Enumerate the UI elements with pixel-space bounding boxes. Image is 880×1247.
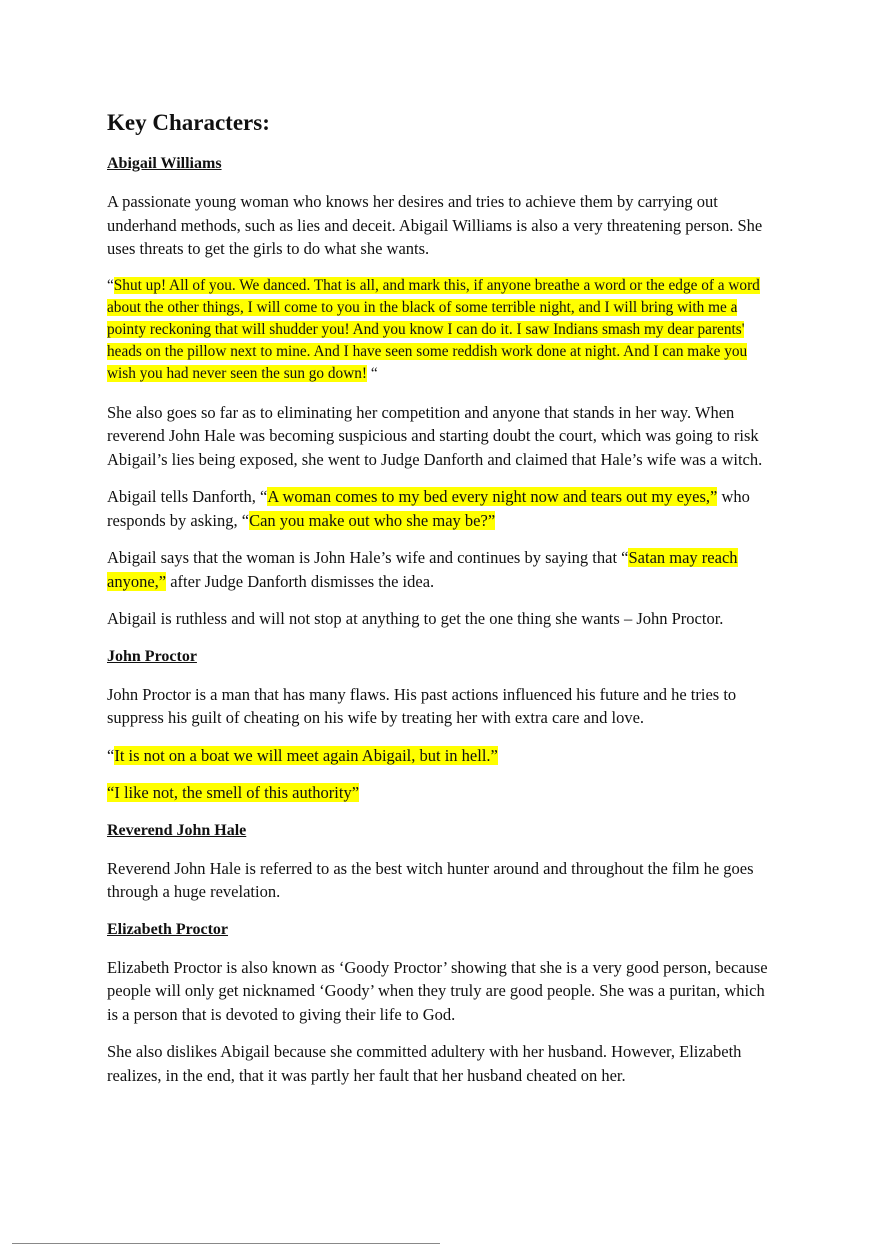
quote-open-mark: “ [107, 745, 115, 765]
quote-close-mark: “ [367, 364, 378, 382]
document-body [107, 106, 779, 1101]
footer-divider [12, 1243, 440, 1244]
danforth-text-pre: Abigail tells Danforth, “ [107, 487, 268, 506]
heading-elizabeth-proctor: Elizabeth Proctor [107, 920, 229, 938]
satan-text-post: after Judge Danforth dismisses the idea. [166, 571, 435, 591]
abigail-ruthless-paragraph: Abigail is ruthless and will not stop at anything to get the one thing she wants – John Proctor. [107, 609, 724, 628]
danforth-text-mid: who responds by asking, “ [107, 487, 750, 530]
abigail-danforth-paragraph [107, 485, 779, 532]
heading-abigail-williams: Abigail Williams [107, 155, 222, 172]
abigail-competition-paragraph: She also goes so far as to eliminating her competition and anyone that stands in her way. When reverend John Hale was becoming suspicious and starting doubt the court, which was going to risk Abigail’s lies being exposed, she went to Judge Danforth and claimed that Hale’s wife was a witch. [107, 402, 763, 469]
hale-intro-paragraph: Reverend John Hale is referred to as the best witch hunter around and throughout the film he goes through a huge revelation. [107, 858, 754, 901]
highlighted-abigail-threat-quote: Shut up! All of you. We danced. That is all, and mark this, if anyone breathe a word or the edge of a word about the other things, I will come to you in the black of some terrible night, and I will bring with me a pointy reckoning that will shudder you! And you know I can do it. I saw Indians smash my dear parents' heads on the pillow next to mine. And I have seen some reddish work done at night. And I can make you wish you had never seen the sun go down! [107, 276, 760, 382]
page-title: Key Characters: [107, 110, 270, 135]
elizabeth-dislike-paragraph: She also dislikes Abigail because she committed adultery with her husband. However, Elizabeth realizes, in the end, that it was partly her fault that her husband cheated on her. [107, 1042, 742, 1085]
highlighted-woman-quote: A woman comes to my bed every night now and tears out my eyes,” [267, 487, 718, 506]
john-proctor-quote-authority [107, 781, 779, 805]
abigail-intro-paragraph: A passionate young woman who knows her desires and tries to achieve them by carrying out underhand methods, such as lies and deceit. Abigail Williams is also a very threatening person. She uses threats to get the girls to do what she wants. [107, 192, 763, 258]
elizabeth-intro-paragraph: Elizabeth Proctor is also known as ‘Goody Proctor’ showing that she is a very good person, because people will only get nicknamed ‘Goody’ when they truly are good people. She was a puritan, which is a person that is devoted to giving their life to God. [107, 957, 768, 1024]
highlighted-satan-quote: Satan may reach anyone,” [107, 548, 738, 591]
highlighted-hell-quote: It is not on a boat we will meet again Abigail, but in hell.” [114, 745, 498, 765]
heading-john-proctor: John Proctor [107, 647, 197, 665]
highlighted-authority-quote: “I like not, the smell of this authority” [107, 783, 360, 802]
john-proctor-quote-hell [107, 744, 779, 768]
john-proctor-intro-paragraph: John Proctor is a man that has many flaws. His past actions influenced his future and he tries to suppress his guilt of cheating on his wife by treating her with extra care and love. [107, 684, 737, 727]
heading-reverend-john-hale: Reverend John Hale [107, 821, 247, 839]
highlighted-danforth-question: Can you make out who she may be?” [249, 510, 496, 530]
quote-open-mark: “ [107, 276, 114, 294]
satan-text-pre: Abigail says that the woman is John Hale’s wife and continues by saying that “ [107, 548, 629, 567]
abigail-satan-paragraph [107, 546, 779, 593]
abigail-threat-quote-paragraph [107, 275, 779, 385]
